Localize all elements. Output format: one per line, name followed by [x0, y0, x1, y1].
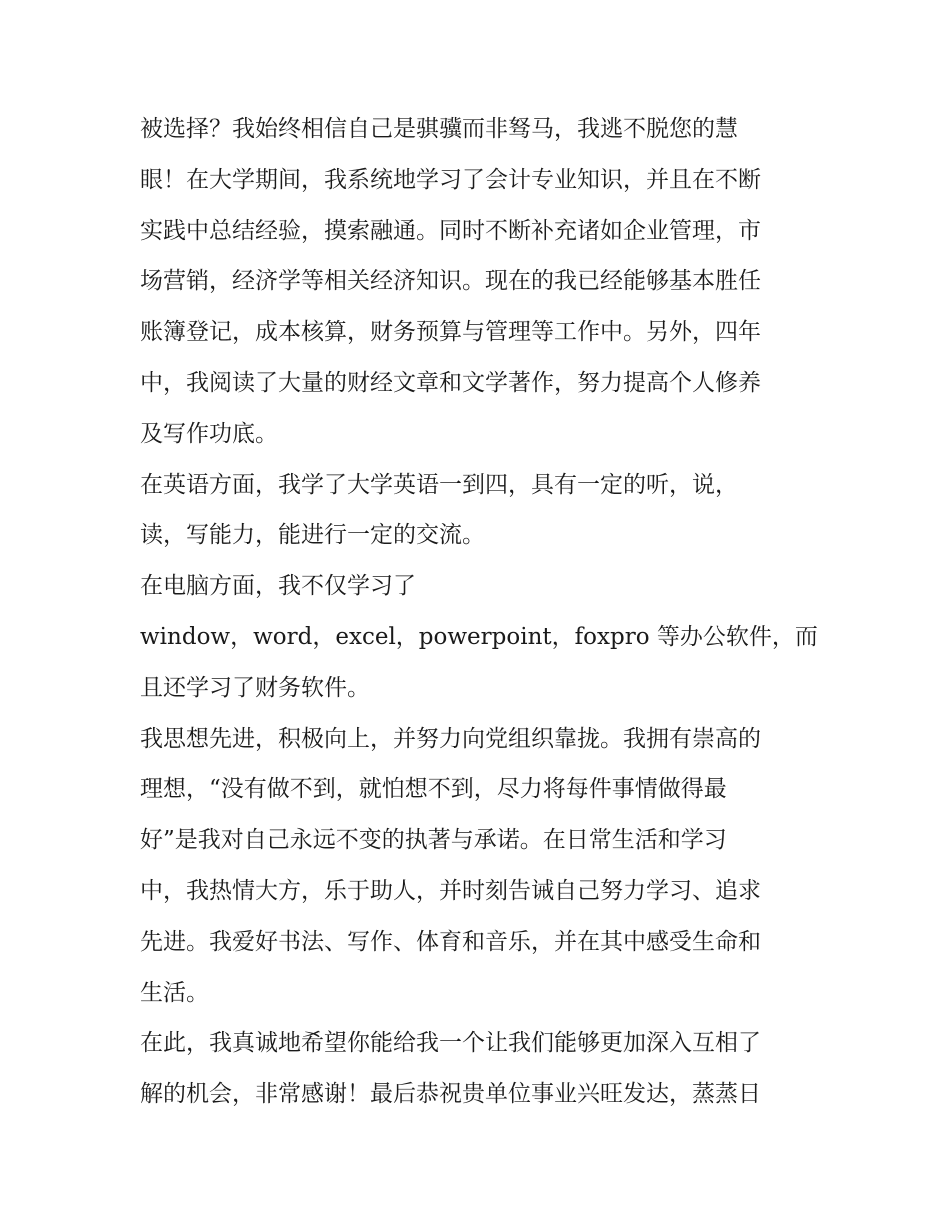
- text-line: 在此，我真诚地希望你能给我一个让我们能够更加深入互相了: [140, 1030, 761, 1057]
- text-line: 且还学习了财务软件。: [140, 674, 370, 701]
- document-body: [140, 104, 820, 1120]
- text-line: 中，我阅读了大量的财经文章和文学著作，努力提高个人修养: [140, 369, 761, 396]
- text-line: 场营销，经济学等相关经济知识。现在的我已经能够基本胜任: [140, 268, 761, 295]
- text-line: 先进。我爱好书法、写作、体育和音乐，并在其中感受生命和: [140, 928, 761, 955]
- text-line: 理想，“没有做不到，就怕想不到，尽力将每件事情做得最: [140, 776, 727, 803]
- text-line: 中，我热情大方，乐于助人，并时刻告诫自己努力学习、追求: [140, 877, 761, 904]
- text-line: 眼！在大学期间，我系统地学习了会计专业知识，并且在不断: [140, 166, 761, 193]
- text-line: 我思想先进，积极向上，并努力向党组织靠拢。我拥有崇高的: [140, 725, 761, 752]
- text-line: 解的机会，非常感谢！最后恭祝贵单位事业兴旺发达，蒸蒸日: [140, 1081, 761, 1108]
- text-line: 生活。: [140, 979, 209, 1006]
- text-line: 被选择？我始终相信自己是骐骥而非驽马，我逃不脱您的慧: [140, 116, 738, 142]
- text-line: 好”是我对自己永远不变的执著与承诺。在日常生活和学习: [140, 827, 727, 854]
- text-line: 及写作功底。: [140, 420, 278, 447]
- text-line: 在电脑方面，我不仅学习了: [140, 573, 416, 600]
- text-line: 实践中总结经验，摸索融通。同时不断补充诸如企业管理，市: [140, 217, 761, 244]
- paragraph-closing: [140, 1018, 820, 1120]
- text-line: 读，写能力，能进行一定的交流。: [140, 522, 485, 549]
- paragraph-personal-character: [140, 714, 820, 1019]
- text-line: 账簿登记，成本核算，财务预算与管理等工作中。另外，四年: [140, 319, 761, 346]
- paragraph-self-assessment: [140, 104, 820, 460]
- paragraph-english-skills: [140, 460, 820, 562]
- text-line: 在英语方面，我学了大学英语一到四，具有一定的听，说，: [140, 471, 738, 498]
- paragraph-computer-skills: [140, 561, 820, 713]
- text-line: window，word，excel，powerpoint，foxpro 等办公软件，而: [140, 623, 818, 650]
